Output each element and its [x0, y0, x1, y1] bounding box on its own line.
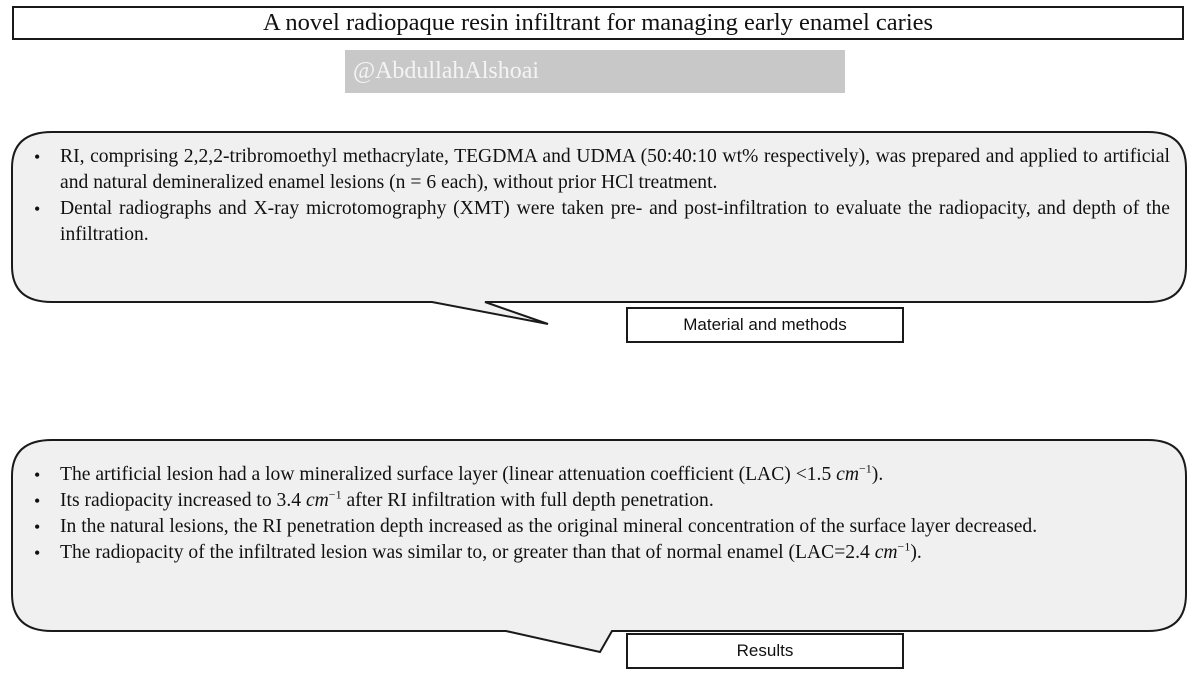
methods-label-box [626, 307, 904, 343]
methods-list [24, 144, 1170, 248]
results-label: Results [736, 641, 794, 660]
results-bullet-text-end: ). [871, 464, 884, 485]
methods-label: Material and methods [683, 315, 847, 334]
results-bullet-text: The radiopacity of the infiltrated lesion was similar to, or greater than that of normal enamel (LAC=2.4 [60, 542, 875, 563]
results-bullet [24, 540, 1170, 566]
results-list [24, 462, 1170, 566]
results-bullet [24, 462, 1170, 488]
results-bullet-text: Its radiopacity increased to 3.4 [60, 490, 306, 511]
results-bullet [24, 488, 1170, 514]
unit-symbol: $cm^{-1}$ [836, 461, 872, 485]
results-label-box [626, 633, 904, 669]
methods-bullet: • Dental radiographs and X-ray microtomography (XMT) were taken pre- and post-infiltration to evaluate the radiopacity, and depth of the infiltration. [24, 196, 1170, 248]
results-bullet-text: In the natural lesions, the RI penetration depth increased as the original mineral concentration of the surface layer decreased. [60, 516, 1038, 537]
unit-symbol: $cm^{-1}$ [305, 487, 342, 511]
results-bullet [24, 514, 1170, 540]
unit-symbol: $cm^{-1}$ [874, 539, 911, 563]
methods-content [24, 144, 1170, 248]
watermark-text: @AbdullahAlshoai [353, 58, 540, 84]
results-content [24, 462, 1170, 566]
page-title: A novel radiopaque resin infiltrant for managing early enamel caries [262, 9, 934, 36]
results-bullet-text-end: after RI infiltration with full depth penetration. [341, 490, 714, 511]
methods-bullet: • RI, comprising 2,2,2-tribromoethyl methacrylate, TEGDMA and UDMA (50:40:10 wt% respectively), was prepared and applied to artificial and natural demineralized enamel lesions (n = 6 each), without prior HCl treatment. [24, 144, 1170, 196]
results-bullet-text: The artificial lesion had a low mineralized surface layer (linear attenuation coefficient (LAC) <1.5 [60, 464, 837, 485]
results-bullet-text-end: ). [910, 542, 922, 563]
